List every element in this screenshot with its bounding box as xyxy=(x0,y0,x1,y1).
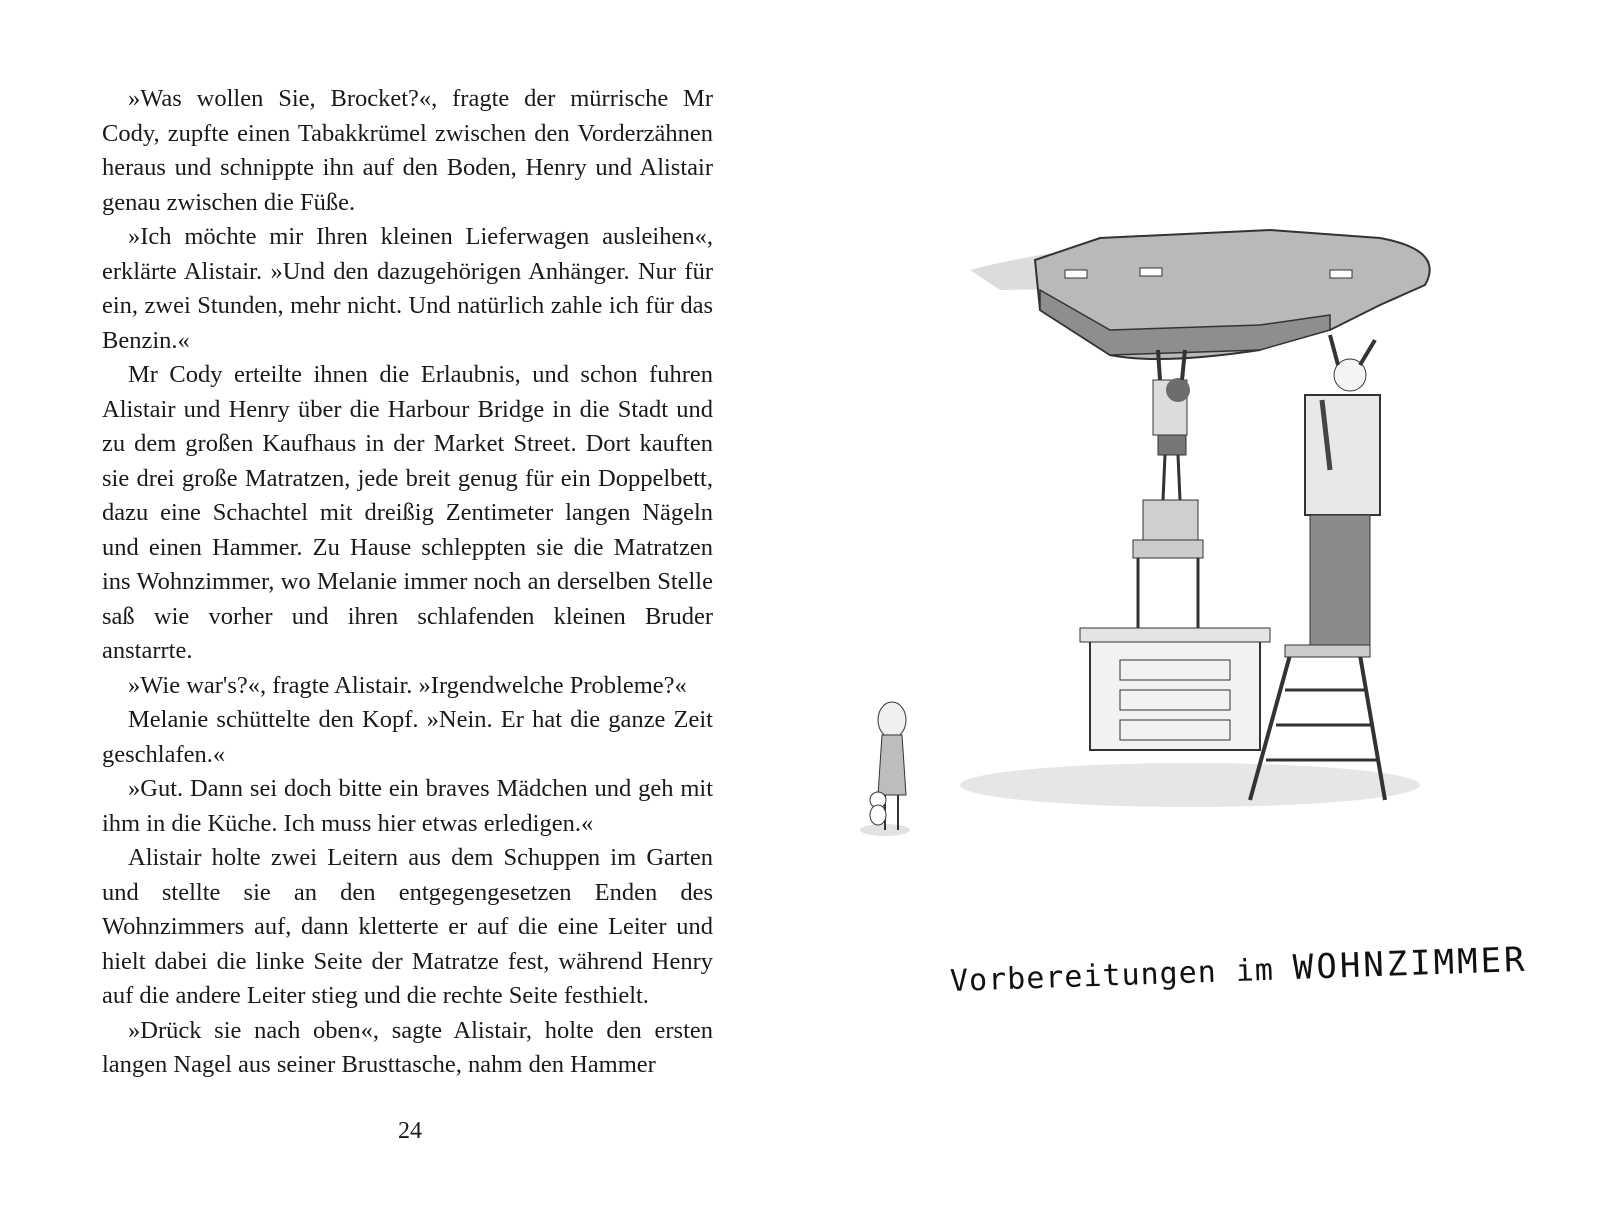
caption-lower: Vorbereitungen im xyxy=(949,952,1275,999)
mattress-illustration xyxy=(860,200,1480,880)
paragraph-6: »Gut. Dann sei doch bitte ein braves Mädchen und geh mit ihm in die Küche. Ich muss hier etwas erledigen.« xyxy=(102,775,713,837)
page-number: 24 xyxy=(398,1118,422,1144)
paragraph-1: »Was wollen Sie, Brocket?«, fragte der mürrische Mr Cody, zupfte einen Tabakkrümel zwischen den Vorderzähnen heraus und schnippte ihn auf den Boden, Henry und Alistair genau zwischen die Füße. xyxy=(102,85,713,216)
paragraph-5: Melanie schüttelte den Kopf. »Nein. Er hat die ganze Zeit geschlafen.« xyxy=(102,706,713,768)
left-page-text xyxy=(102,82,713,1083)
paragraph-4: »Wie war's?«, fragte Alistair. »Irgendwelche Probleme?« xyxy=(128,671,687,699)
paragraph-2: »Ich möchte mir Ihren kleinen Lieferwagen ausleihen«, erklärte Alistair. »Und den dazugehörigen Anhänger. Nur für ein, zwei Stunden, mehr nicht. Und natürlich zahle ich für das Benzin.« xyxy=(102,223,713,354)
paragraph-3: Mr Cody erteilte ihnen die Erlaubnis, und schon fuhren Alistair und Henry über die Harbour Bridge in die Stadt und zu dem großen Kaufhaus in der Market Street. Dort kauften sie drei große Matratzen, jede breit genug für ein Doppelbett, dazu eine Schachtel mit dreißig Zentimeter langen Nägeln und einen Hammer. Zu Hause schleppten sie die Matratzen ins Wohnzimmer, wo Melanie immer noch an derselben Stelle saß wie vorher und ihren schlafenden kleinen Bruder anstarrte. xyxy=(102,361,713,664)
paragraph-7: Alistair holte zwei Leitern aus dem Schuppen im Garten und stellte sie an den entgegengesetzen Enden des Wohnzimmers auf, dann kletterte er auf die eine Leiter und hielt dabei die linke Seite der Matratze fest, während Henry auf die andere Leiter stieg und die rechte Seite festhielt. xyxy=(102,844,713,1009)
caption-caps: WOHNZIMMER xyxy=(1292,939,1529,989)
paragraph-8: »Drück sie nach oben«, sagte Alistair, holte den ersten langen Nagel aus seiner Brusttasche, nahm den Hammer xyxy=(102,1016,713,1078)
illustration-caption xyxy=(949,939,1529,1000)
